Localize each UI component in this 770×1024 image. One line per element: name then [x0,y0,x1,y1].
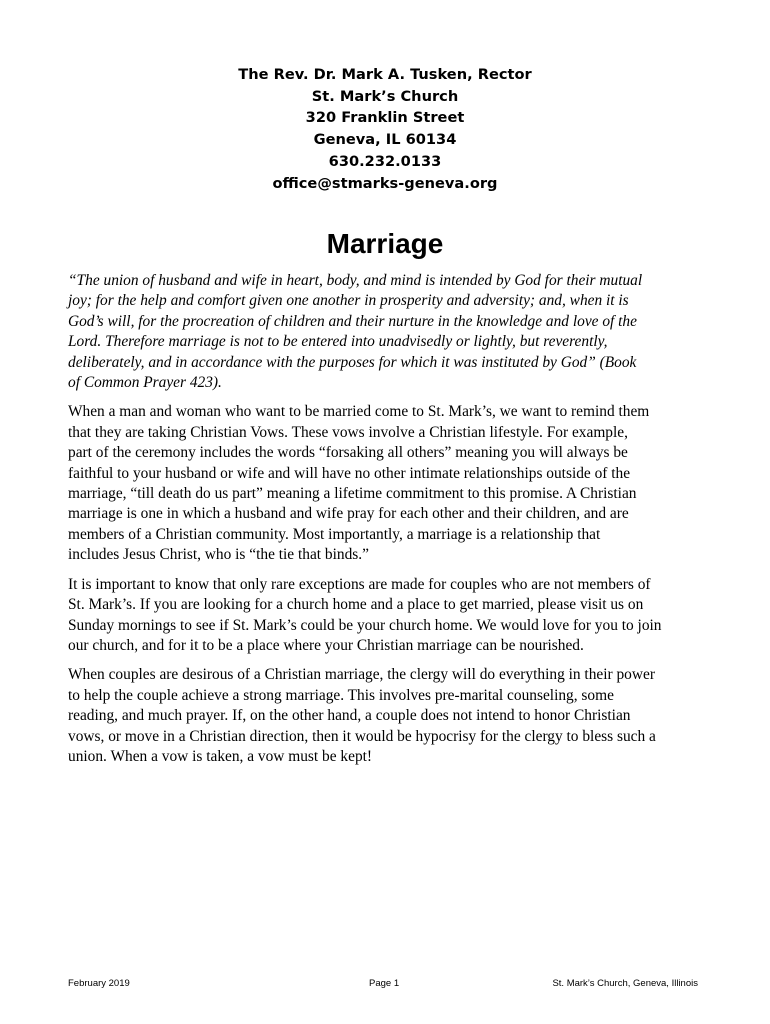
text-line: our church, and for it to be a place where your Christian marriage can be nourished. [68,636,584,654]
text-line: union. When a vow is taken, a vow must be kept! [68,747,373,765]
text-line: “The union of husband and wife in heart, body, and mind is intended by God for their mutual [68,272,643,289]
text-line: of Common Prayer 423). [68,374,222,392]
email-address: office@stmarks-geneva.org [272,174,498,192]
paragraph-christian-vows [68,402,708,565]
page-footer [68,977,698,993]
text-line: that they are taking Christian Vows. These vows involve a Christian lifestyle. For example, [68,423,628,441]
text-line: Sunday mornings to see if St. Mark’s could be your church home. We would love for you to join [68,616,662,634]
footer-date: February 2019 [68,978,130,989]
text-line: It is important to know that only rare exceptions are made for couples who are not members of [68,575,651,593]
page-title: Marriage [326,228,444,259]
text-line: members of a Christian community. Most importantly, a marriage is a relationship that [68,525,601,543]
text-line: When a man and woman who want to be married come to St. Mark’s, we want to remind them [68,403,650,421]
text-line: Lord. Therefore marriage is not to be entered into unadvisedly or lightly, but reverently, [68,333,608,351]
text-line: to help the couple achieve a strong marriage. This involves pre-marital counseling, some [68,686,614,704]
prayer-book-quote [68,271,708,393]
text-line: deliberately, and in accordance with the purposes for which it was instituted by God” (Book [68,353,637,371]
rector-name: The Rev. Dr. Mark A. Tusken, Rector [238,66,532,83]
document-body [68,271,708,776]
text-line: joy; for the help and comfort given one another in prosperity and adversity; and, when it is [68,292,629,310]
footer-location: St. Mark’s Church, Geneva, Illinois [552,978,698,989]
text-line: marriage is one in which a husband and wife pray for each other and their children, and are [68,505,629,523]
city-state-zip: Geneva, IL 60134 [313,131,457,149]
text-line: vows, or move in a Christian direction, then it would be hypocrisy for the clergy to bless such a [68,727,656,745]
street-address: 320 Franklin Street [305,109,465,127]
text-line: part of the ceremony includes the words “forsaking all others” meaning you will always be [68,444,628,462]
text-line: St. Mark’s. If you are looking for a church home and a place to get married, please visit us on [68,596,644,614]
text-line: When couples are desirous of a Christian marriage, the clergy will do everything in their power [68,666,655,684]
paragraph-clergy-support [68,665,708,767]
phone-number: 630.232.0133 [328,152,442,170]
text-line: God’s will, for the procreation of children and their nurture in the knowledge and love of the [68,312,637,330]
church-name: St. Mark’s Church [311,87,459,105]
text-line: includes Jesus Christ, who is “the tie that binds.” [68,546,369,564]
text-line: marriage, “till death do us part” meaning a lifetime commitment to this promise. A Christian [68,485,637,503]
page-number: Page 1 [369,978,400,989]
letterhead [0,64,770,194]
text-line: reading, and much prayer. If, on the other hand, a couple does not intend to honor Christian [68,707,631,725]
text-line: faithful to your husband or wife and will have no other intimate relationships outside of the [68,464,631,482]
paragraph-membership [68,575,708,657]
